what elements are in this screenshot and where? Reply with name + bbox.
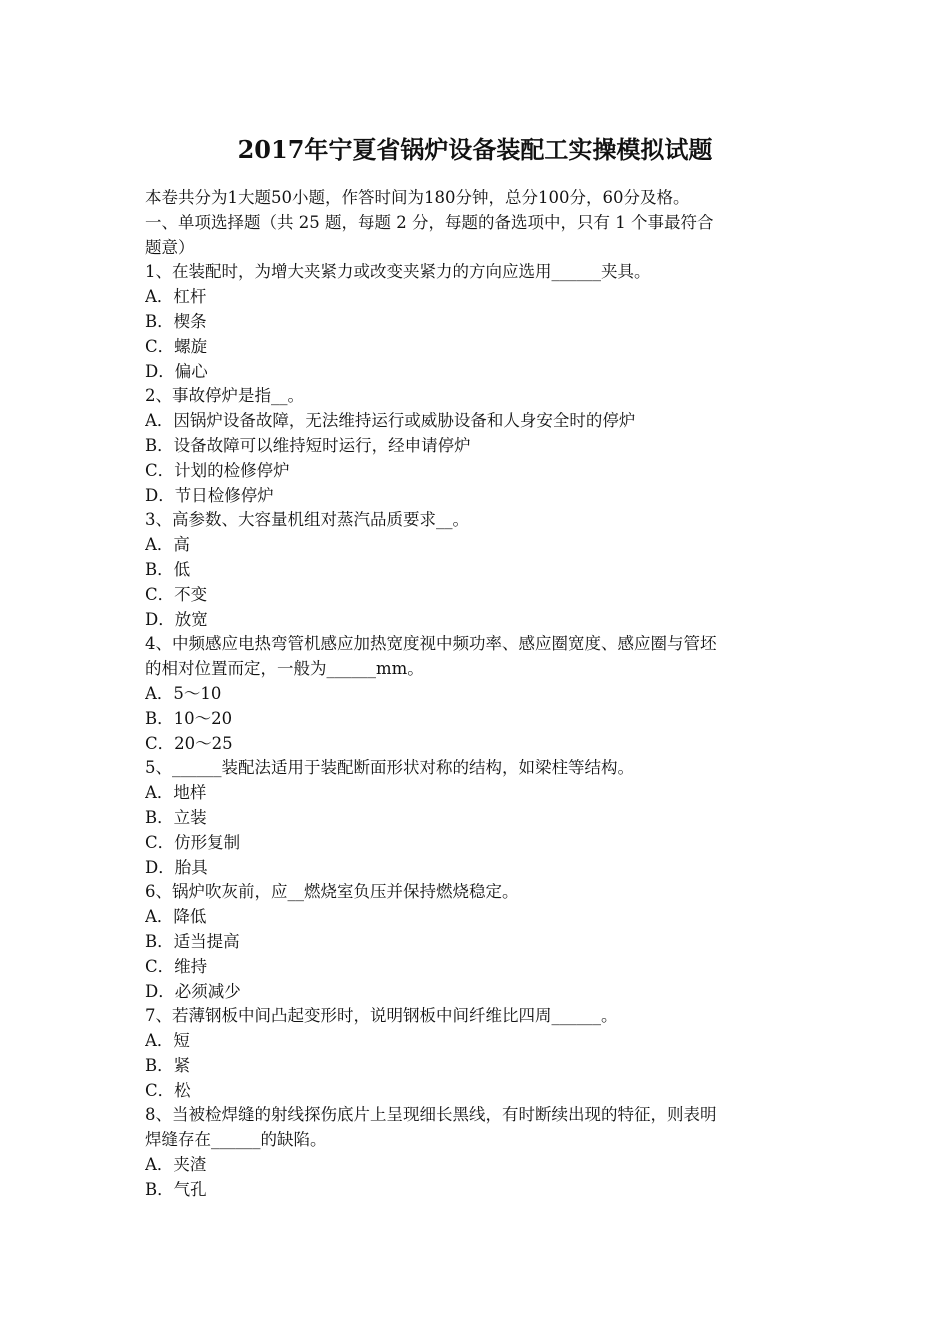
document-title: 2017年宁夏省锅炉设备装配工实操模拟试题 (237, 135, 713, 164)
question-3 (145, 508, 810, 632)
question-stem-continued: 焊缝存在______的缺陷。 (145, 1130, 327, 1150)
question-stem: 1、在装配时，为增大夹紧力或改变夹紧力的方向应选用______夹具。 (145, 262, 651, 282)
option-c: C．20～25 (145, 733, 233, 753)
question-stem: 7、若薄钢板中间凸起变形时，说明钢板中间纤维比四周______。 (145, 1006, 618, 1026)
question-2 (145, 384, 810, 508)
option-c: C．仿形复制 (145, 832, 241, 852)
option-b: B．10～20 (145, 708, 233, 728)
option-a: A．杠杆 (145, 287, 207, 307)
option-a: A．降低 (145, 907, 207, 927)
section-heading-line-2: 题意） (145, 237, 195, 257)
option-b: B．立装 (145, 807, 207, 827)
option-a: A．高 (145, 535, 190, 555)
option-c: C．松 (145, 1080, 191, 1100)
intro-text: 本卷共分为1大题50小题，作答时间为180分钟，总分100分，60分及格。 (145, 188, 690, 207)
section-heading-line-1: 一、单项选择题（共 25 题，每题 2 分，每题的备选项中，只有 1 个事最符合 (145, 212, 714, 232)
option-b: B．楔条 (145, 311, 207, 331)
option-b: B．设备故障可以维持短时运行，经申请停炉 (145, 435, 471, 455)
question-1 (145, 260, 810, 384)
question-stem: 6、锅炉吹灰前，应__燃烧室负压并保持燃烧稳定。 (145, 882, 519, 902)
option-d: D．偏心 (145, 361, 208, 381)
option-b: B．低 (145, 559, 191, 579)
option-d: D．必须减少 (145, 981, 241, 1001)
option-d: D．放宽 (145, 609, 208, 629)
question-stem: 4、中频感应电热弯管机感应加热宽度视中频功率、感应圈宽度、感应圈与管坯 (145, 634, 717, 654)
question-stem: 5、______装配法适用于装配断面形状对称的结构，如梁柱等结构。 (145, 758, 634, 778)
question-7 (145, 1004, 810, 1103)
option-d: D．节日检修停炉 (145, 485, 274, 505)
question-stem-continued: 的相对位置而定，一般为______mm。 (145, 659, 424, 679)
question-4 (145, 632, 810, 756)
option-a: A．5～10 (145, 683, 222, 703)
option-c: C．计划的检修停炉 (145, 460, 290, 480)
option-a: A．因锅炉设备故障，无法维持运行或威胁设备和人身安全时的停炉 (145, 411, 636, 431)
option-a: A．夹渣 (145, 1155, 207, 1175)
option-b: B．适当提高 (145, 931, 240, 951)
question-stem: 3、高参数、大容量机组对蒸汽品质要求__。 (145, 510, 469, 530)
option-b: B．气孔 (145, 1179, 207, 1199)
option-c: C．维持 (145, 956, 208, 976)
option-c: C．螺旋 (145, 336, 208, 356)
question-stem: 8、当被检焊缝的射线探伤底片上呈现细长黑线，有时断续出现的特征，则表明 (145, 1105, 717, 1125)
option-c: C．不变 (145, 584, 208, 604)
question-6 (145, 880, 810, 1004)
option-b: B．紧 (145, 1055, 191, 1075)
question-5 (145, 756, 810, 880)
option-a: A．地样 (145, 783, 207, 803)
option-d: D．胎具 (145, 857, 208, 877)
question-stem: 2、事故停炉是指__。 (145, 386, 304, 406)
question-8 (145, 1103, 810, 1202)
document-body (145, 186, 810, 1203)
option-a: A．短 (145, 1031, 190, 1051)
